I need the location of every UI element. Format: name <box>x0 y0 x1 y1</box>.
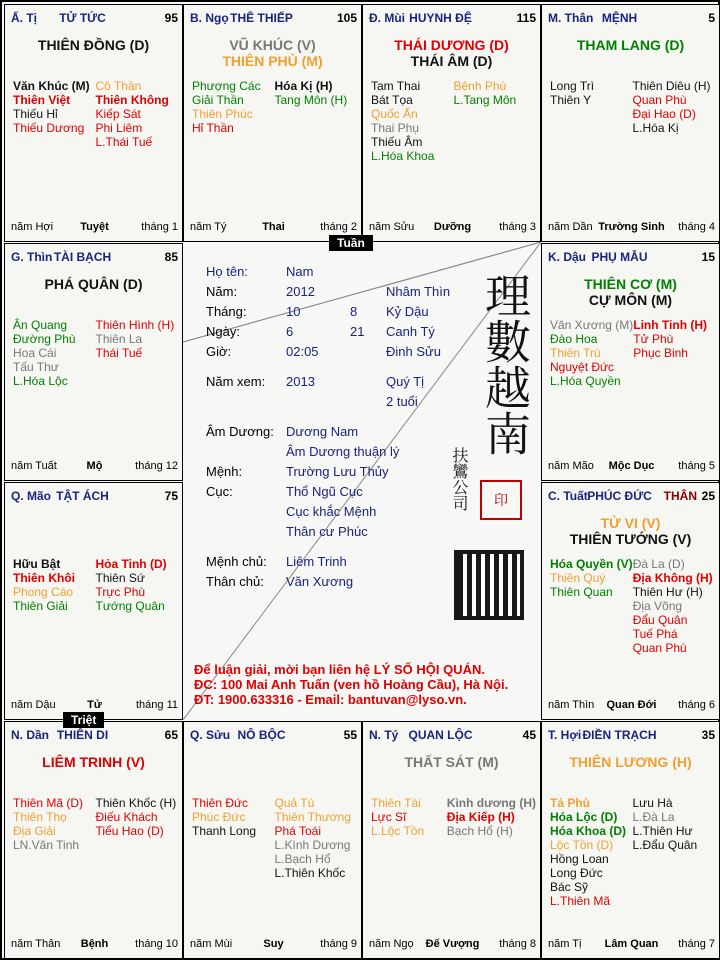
palace-number: 105 <box>336 11 357 25</box>
main-star: LIÊM TRINH (V) <box>42 754 145 770</box>
main-stars <box>542 754 719 770</box>
minor-star: Thiên Y <box>550 93 592 107</box>
info-month-can: Kỷ Dậu <box>386 304 429 319</box>
palace-year: năm Hợi <box>11 221 54 233</box>
palace-year: năm Ngọ <box>369 938 414 950</box>
main-star: THIÊN ĐỒNG (D) <box>37 37 150 53</box>
palace-year: năm Mão <box>548 460 594 472</box>
minor-star: L.Thái Tuế <box>95 135 153 149</box>
contact-line3[interactable]: ĐT: 1900.633316 - Email: bantuvan@lyso.vn. <box>194 692 467 707</box>
red-seal-stamp: 印 <box>480 480 522 520</box>
palace-footer <box>190 221 357 235</box>
minor-star: L.Đà La <box>632 810 675 824</box>
info-cuc-value: Thổ Ngũ Cục <box>286 484 363 499</box>
info-age: 2 tuổi <box>386 394 418 409</box>
minor-star: Văn Khúc (M) <box>13 79 90 93</box>
minor-star: Lộc Tồn (D) <box>550 838 614 852</box>
minor-star: Tang Môn (H) <box>274 93 348 107</box>
minor-star: L.Hóa Khoa <box>371 149 435 163</box>
palace-footer <box>369 938 536 952</box>
info-day-value: 6 <box>286 324 294 339</box>
palace-cell-thin[interactable] <box>4 243 183 481</box>
minor-star: Quan Phù <box>632 93 687 107</box>
minor-star: Tiểu Hao (D) <box>95 824 164 838</box>
palace-stage: Đế Vượng <box>425 938 480 950</box>
palace-name: TẬT ÁCH <box>56 489 109 503</box>
palace-footer <box>548 938 715 952</box>
palace-month: tháng 2 <box>320 221 357 233</box>
minor-star: Thanh Long <box>192 824 257 838</box>
main-star: THAM LANG (D) <box>576 37 685 53</box>
info-month-key: Tháng: <box>206 304 247 319</box>
minor-star: Thiên Không <box>95 93 169 107</box>
palace-cell-suu[interactable] <box>183 721 362 959</box>
minor-star: Phục Binh <box>633 346 688 360</box>
minor-star: Thiên Thương <box>274 810 351 824</box>
palace-name: NÔ BỘC <box>237 728 286 742</box>
palace-branch: N. Tý <box>369 728 399 742</box>
minor-star: Quả Tú <box>274 796 315 810</box>
main-star: VŨ KHÚC (V) <box>229 37 316 53</box>
palace-year: năm Thìn <box>548 699 595 711</box>
minor-star: Long Trì <box>550 79 595 93</box>
minor-stars <box>550 318 715 388</box>
palace-stage: Tử <box>87 699 102 711</box>
minor-stars <box>192 796 357 880</box>
palace-footer <box>11 699 178 713</box>
minor-star: Thiên Hư (H) <box>632 585 703 599</box>
info-thanchu-value: Văn Xương <box>286 574 354 589</box>
palace-name: PHÚC ĐỨC <box>587 489 652 503</box>
info-cuc-value2: Cục khắc Mệnh <box>286 504 377 519</box>
minor-star: Địa Võng <box>632 599 683 613</box>
palace-cell-mao[interactable] <box>4 482 183 720</box>
calligraphy-small: 扶鸞公司 <box>450 447 469 511</box>
minor-star: Trực Phù <box>95 585 146 599</box>
calligraphy-title: 理數越南 <box>478 272 532 456</box>
minor-stars <box>371 796 536 838</box>
palace-footer <box>11 938 178 952</box>
minor-star: L.Thiên Hư <box>632 824 693 838</box>
palace-branch: B. Ngọ <box>190 11 229 25</box>
palace-cell-dau[interactable] <box>541 243 720 481</box>
palace-number: 55 <box>343 728 357 742</box>
palace-year: năm Sửu <box>369 221 415 233</box>
minor-star: Lực Sĩ <box>371 810 407 824</box>
palace-month: tháng 7 <box>678 938 715 950</box>
minor-star: Thái Tuế <box>95 346 143 360</box>
info-cuc-value3: Thân cư Phúc <box>286 524 368 539</box>
info-day-key: Ngày: <box>206 324 240 339</box>
palace-number: 45 <box>522 728 536 742</box>
info-menhchu-value: Liêm Trinh <box>286 554 347 569</box>
minor-star: Tam Thai <box>371 79 421 93</box>
minor-star: LN.Văn Tinh <box>13 838 80 852</box>
minor-star: Thiên Khôi <box>13 571 75 585</box>
minor-star: Đại Hao (D) <box>632 107 696 121</box>
palace-number: 15 <box>701 250 715 264</box>
palace-cell-ngo[interactable] <box>183 4 362 242</box>
minor-star: Hoa Cái <box>13 346 57 360</box>
minor-star: Đào Hoa <box>550 332 598 346</box>
info-menh-key: Mệnh: <box>206 464 243 479</box>
main-stars <box>363 754 540 770</box>
palace-cell-ty2[interactable] <box>362 721 541 959</box>
minor-star: Tử Phù <box>633 332 674 346</box>
main-star: THÁI DƯƠNG (D) <box>394 37 509 53</box>
minor-star: L.Hóa Kị <box>632 121 679 135</box>
minor-star: Phượng Các <box>192 79 261 93</box>
palace-cell-than[interactable] <box>541 4 720 242</box>
minor-star: L.Thiên Khốc <box>274 866 346 880</box>
palace-cell-hoi[interactable] <box>541 721 720 959</box>
palace-cell-tuat[interactable] <box>541 482 720 720</box>
info-cuc-key: Cục: <box>206 484 233 499</box>
minor-star: Lưu Hà <box>632 796 673 810</box>
main-star: THIÊN LƯƠNG (H) <box>569 754 692 770</box>
minor-star: Điếu Khách <box>95 810 158 824</box>
minor-star: Phi Liêm <box>95 121 143 135</box>
palace-header <box>11 250 178 266</box>
minor-stars <box>550 557 715 655</box>
palace-month: tháng 6 <box>678 699 715 711</box>
palace-year: năm Mùi <box>190 938 233 950</box>
main-star: THẤT SÁT (M) <box>404 754 499 770</box>
palace-number: 5 <box>708 11 715 25</box>
minor-stars <box>13 557 178 613</box>
palace-month: tháng 1 <box>141 221 178 233</box>
main-stars <box>542 276 719 308</box>
minor-stars <box>192 79 357 135</box>
main-star: THIÊN CƠ (M) <box>584 276 677 292</box>
info-month-value: 10 <box>286 304 301 319</box>
palace-name: MỆNH <box>601 11 638 25</box>
minor-star: Cô Thần <box>95 79 142 93</box>
minor-star: Thiếu Âm <box>371 135 423 149</box>
minor-star: Thiên Hình (H) <box>95 318 175 332</box>
minor-star: Bệnh Phù <box>453 79 507 93</box>
minor-star: L.Hóa Quyền <box>550 374 621 388</box>
info-viewyear-can: Quý Tị <box>386 374 425 389</box>
minor-star: Bác Sỹ <box>550 880 589 894</box>
minor-stars <box>13 796 178 852</box>
palace-month: tháng 12 <box>135 460 178 472</box>
info-hour-can: Đinh Sửu <box>386 344 441 359</box>
palace-header <box>548 489 715 505</box>
minor-stars <box>550 79 715 135</box>
minor-star: Văn Xương (M) <box>550 318 634 332</box>
main-star: THIÊN TƯỚNG (V) <box>569 531 692 547</box>
minor-star: Địa Giải <box>13 824 56 838</box>
minor-star: Bát Tọa <box>371 93 413 107</box>
minor-star: Quốc Ấn <box>371 107 418 121</box>
main-stars <box>5 276 182 292</box>
minor-star: Thiên Quan <box>550 585 613 599</box>
info-thanchu-key: Thân chủ: <box>206 574 264 589</box>
palace-than-tag: THÂN <box>663 489 697 503</box>
palace-stage: Bệnh <box>80 938 109 950</box>
main-star: THÁI ÂM (D) <box>410 53 493 69</box>
palace-name: TÀI BẠCH <box>53 250 112 264</box>
minor-star: Thiếu Hỉ <box>13 107 58 121</box>
palace-year: năm Tý <box>190 221 227 233</box>
palace-footer <box>548 460 715 474</box>
palace-stage: Trường Sinh <box>598 221 665 233</box>
palace-name: TỬ TỨC <box>59 11 106 25</box>
minor-star: Phá Toái <box>274 824 321 838</box>
contact-line1: Để luận giải, mời bạn liên hệ LÝ SỐ HỘI QUÁN. <box>194 662 485 677</box>
palace-stage: Suy <box>263 938 284 950</box>
minor-star: L.Hóa Lộc <box>13 374 68 388</box>
info-viewyear-key: Năm xem: <box>206 374 266 389</box>
palace-month: tháng 10 <box>135 938 178 950</box>
palace-year: năm Dậu <box>11 699 56 711</box>
main-star: THIÊN PHỦ (M) <box>222 53 323 69</box>
main-stars <box>5 754 182 770</box>
palace-footer <box>369 221 536 235</box>
palace-header <box>548 250 715 266</box>
palace-year: năm Tị <box>548 938 582 950</box>
triet-label: Triệt <box>63 712 104 728</box>
palace-stage: Dưỡng <box>433 221 472 233</box>
palace-month: tháng 3 <box>499 221 536 233</box>
minor-star: Thiên Mã (D) <box>13 796 84 810</box>
palace-stage: Thai <box>262 221 285 233</box>
palace-stage: Lâm Quan <box>604 938 659 950</box>
minor-star: Thiên Đức <box>192 796 249 810</box>
minor-star: Thiên Phúc <box>192 107 253 121</box>
minor-star: Địa Không (H) <box>632 571 713 585</box>
palace-number: 35 <box>701 728 715 742</box>
minor-star: Thiên Diêu (H) <box>632 79 711 93</box>
minor-star: Hóa Quyền (V) <box>550 557 633 571</box>
contact-block <box>194 662 508 707</box>
main-stars <box>542 37 719 53</box>
palace-number: 25 <box>701 489 715 503</box>
palace-year: năm Dần <box>548 221 593 233</box>
palace-name: QUAN LỘC <box>408 728 473 742</box>
minor-star: Giải Thần <box>192 93 244 107</box>
main-stars <box>363 37 540 69</box>
palace-footer <box>190 938 357 952</box>
info-day-can: Canh Tý <box>386 324 435 339</box>
minor-star: Hỏa Tinh (D) <box>95 557 167 571</box>
palace-branch: Q. Sửu <box>190 728 231 742</box>
minor-star: Thai Phụ <box>371 121 420 135</box>
palace-stage: Tuyệt <box>80 221 109 233</box>
minor-star: Tuế Phá <box>632 627 678 641</box>
info-day-lunar: 21 <box>350 324 365 339</box>
minor-star: Hỉ Thần <box>192 121 234 135</box>
palace-branch: G. Thìn <box>11 250 53 264</box>
minor-star: Hồng Loan <box>550 852 609 866</box>
minor-star: Hóa Kị (H) <box>274 79 333 93</box>
minor-star: Thiên La <box>95 332 143 346</box>
minor-star: Thiên Tài <box>371 796 421 810</box>
minor-star: Đẩu Quân <box>632 613 688 627</box>
palace-branch: N. Dần <box>11 728 50 742</box>
main-stars <box>542 515 719 547</box>
main-star: PHÁ QUÂN (D) <box>44 276 143 292</box>
palace-name: THIÊN DI <box>56 728 109 742</box>
palace-branch: K. Dậu <box>548 250 587 264</box>
minor-star: Địa Kiếp (H) <box>446 810 515 824</box>
palace-stage: Quan Đới <box>606 699 657 711</box>
minor-stars <box>13 318 178 388</box>
palace-stage: Mộ <box>86 460 103 472</box>
palace-number: 75 <box>164 489 178 503</box>
minor-star: Ân Quang <box>13 318 68 332</box>
minor-star: L.Bạch Hổ <box>274 852 331 866</box>
palace-month: tháng 11 <box>135 699 178 711</box>
minor-stars <box>550 796 715 908</box>
minor-star: Thiên Thọ <box>13 810 67 824</box>
minor-stars <box>371 79 536 163</box>
minor-star: Tả Phù <box>550 796 591 810</box>
palace-name: HUYNH ĐỆ <box>409 11 472 25</box>
palace-header <box>548 11 715 27</box>
palace-footer <box>548 221 715 235</box>
minor-star: Thiên Giải <box>13 599 68 613</box>
minor-stars <box>13 79 178 149</box>
info-name-value: Nam <box>286 264 314 279</box>
minor-star: Bạch Hổ (H) <box>446 824 513 838</box>
palace-branch: C. Tuất <box>548 489 588 503</box>
info-amduong-value: Dương Nam <box>286 424 359 439</box>
palace-header <box>11 728 178 744</box>
tuan-label: Tuần <box>329 235 373 251</box>
palace-month: tháng 9 <box>320 938 357 950</box>
info-amduong-key: Âm Dương: <box>206 424 274 439</box>
info-month-lunar: 8 <box>350 304 358 319</box>
minor-star: Phúc Đức <box>192 810 246 824</box>
palace-branch: T. Hợi <box>548 728 582 742</box>
palace-header <box>190 728 357 744</box>
minor-star: Long Đức <box>550 866 603 880</box>
minor-star: Hữu Bật <box>13 557 61 571</box>
palace-year: năm Tuất <box>11 460 57 472</box>
info-year-key: Năm: <box>206 284 238 299</box>
qr-code-icon[interactable] <box>454 550 524 620</box>
minor-star: Quan Phù <box>632 641 687 655</box>
minor-star: Linh Tinh (H) <box>633 318 708 332</box>
minor-star: Thiên Việt <box>13 93 71 107</box>
info-hour-key: Giờ: <box>206 344 232 359</box>
main-star: TỬ VI (V) <box>600 515 661 531</box>
palace-header <box>11 489 178 505</box>
palace-branch: Ấ. Tị <box>11 11 37 25</box>
palace-footer <box>548 699 715 713</box>
minor-star: Đường Phù <box>13 332 76 346</box>
minor-star: Phong Cáo <box>13 585 74 599</box>
palace-year: năm Thân <box>11 938 61 950</box>
minor-star: Kình dương (H) <box>446 796 536 810</box>
minor-star: Thiên Trù <box>550 346 601 360</box>
info-viewyear-value: 2013 <box>286 374 315 389</box>
palace-month: tháng 4 <box>678 221 715 233</box>
palace-number: 85 <box>164 250 178 264</box>
palace-cell-mui[interactable] <box>362 4 541 242</box>
palace-header <box>548 728 715 744</box>
palace-name: PHỤ MẪU <box>591 250 648 264</box>
info-menh-value: Trường Lưu Thủy <box>286 464 389 479</box>
palace-footer <box>11 460 178 474</box>
minor-star: Hóa Lộc (D) <box>550 810 618 824</box>
minor-star: L.Đẩu Quân <box>632 838 698 852</box>
palace-number: 65 <box>164 728 178 742</box>
minor-star: Thiếu Dương <box>13 121 85 135</box>
minor-star: Nguyệt Đức <box>550 360 615 374</box>
palace-cell-ty[interactable] <box>4 4 183 242</box>
minor-star: Thiên Sứ <box>95 571 145 585</box>
minor-star: Kiếp Sát <box>95 107 141 121</box>
palace-stage: Mộc Dục <box>608 460 655 472</box>
palace-footer <box>11 221 178 235</box>
minor-star: Thiên Quý <box>550 571 606 585</box>
info-amduong-value2: Âm Dương thuận lý <box>286 444 400 459</box>
palace-name: ĐIỀN TRẠCH <box>582 728 657 742</box>
info-name-key: Họ tên: <box>206 264 248 279</box>
minor-star: L.Thiên Mã <box>550 894 611 908</box>
palace-cell-dan[interactable] <box>4 721 183 959</box>
palace-number: 115 <box>516 11 536 25</box>
contact-line2: ĐC: 100 Mai Anh Tuấn (ven hồ Hoàng Cầu), Hà Nội. <box>194 677 509 692</box>
info-year-value: 2012 <box>286 284 315 299</box>
palace-number: 95 <box>164 11 178 25</box>
info-hour-value: 02:05 <box>286 344 319 359</box>
palace-month: tháng 5 <box>678 460 715 472</box>
main-star: CỰ MÔN (M) <box>588 292 673 308</box>
palace-branch: M. Thân <box>548 11 594 25</box>
minor-star: Hóa Khoa (D) <box>550 824 626 838</box>
main-stars <box>184 37 361 69</box>
info-menhchu-key: Mệnh chủ: <box>206 554 267 569</box>
palace-header <box>369 728 536 744</box>
palace-month: tháng 8 <box>499 938 536 950</box>
info-year-can: Nhâm Thìn <box>386 284 451 299</box>
minor-star: L.Kình Dương <box>274 838 351 852</box>
palace-header <box>11 11 178 27</box>
minor-star: Đà La (D) <box>632 557 685 571</box>
palace-branch: Q. Mão <box>11 489 52 503</box>
palace-name: THÊ THIẾP <box>230 11 293 25</box>
palace-header <box>369 11 536 27</box>
minor-star: Thiên Khốc (H) <box>95 796 177 810</box>
minor-star: Tướng Quân <box>95 599 165 613</box>
minor-star: L.Lộc Tồn <box>371 824 425 838</box>
palace-header <box>190 11 357 27</box>
minor-star: L.Tang Môn <box>453 93 517 107</box>
minor-star: Tấu Thư <box>13 360 59 374</box>
palace-branch: Đ. Mùi <box>369 11 405 25</box>
main-stars <box>5 37 182 53</box>
